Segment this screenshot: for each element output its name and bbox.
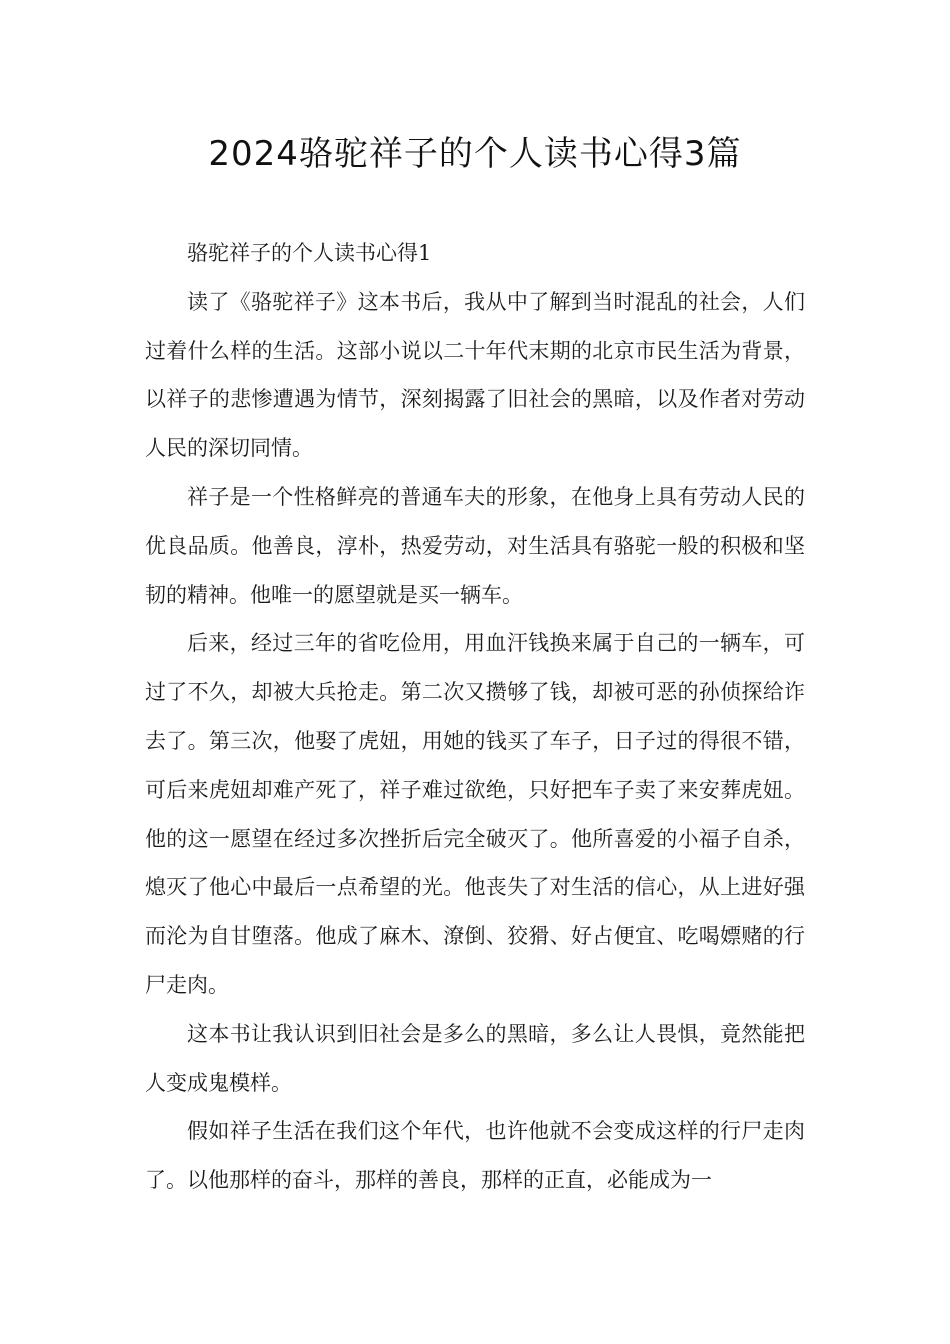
paragraph: 读了《骆驼祥子》这本书后，我从中了解到当时混乱的社会，人们过着什么样的生活。这部小说以二十年代末期的北京市民生活为背景，以祥子的悲惨遭遇为情节，深刻揭露了旧社会的黑暗，以及作者对劳动人民的深切同情。 xyxy=(145,289,805,461)
document-body xyxy=(145,229,805,1205)
document-title: 2024骆驼祥子的个人读书心得3篇 xyxy=(208,134,742,174)
paragraph: 这本书让我认识到旧社会是多么的黑暗，多么让人畏惧，竟然能把人变成鬼模样。 xyxy=(145,1021,805,1095)
paragraph: 后来，经过三年的省吃俭用，用血汗钱换来属于自己的一辆车，可过了不久，却被大兵抢走。第二次又攒够了钱，却被可恶的孙侦探给诈去了。第三次，他娶了虎妞，用她的钱买了车子，日子过的得很不错，可后来虎妞却难产死了，祥子难过欲绝，只好把车子卖了来安葬虎妞。他的这一愿望在经过多次挫折后完全破灭了。他所喜爱的小福子自杀，熄灭了他心中最后一点希望的光。他丧失了对生活的信心，从上进好强而沦为自甘堕落。他成了麻木、潦倒、狡猾、好占便宜、吃喝嫖赌的行尸走肉。 xyxy=(145,631,805,997)
paragraph: 祥子是一个性格鲜亮的普通车夫的形象，在他身上具有劳动人民的优良品质。他善良，淳朴，热爱劳动，对生活具有骆驼一般的积极和坚韧的精神。他唯一的愿望就是买一辆车。 xyxy=(145,484,805,607)
section-heading: 骆驼祥子的个人读书心得1 xyxy=(187,241,432,265)
paragraph: 假如祥子生活在我们这个年代，也许他就不会变成这样的行尸走肉了。以他那样的奋斗，那样的善良，那样的正直，必能成为一 xyxy=(145,1119,805,1193)
